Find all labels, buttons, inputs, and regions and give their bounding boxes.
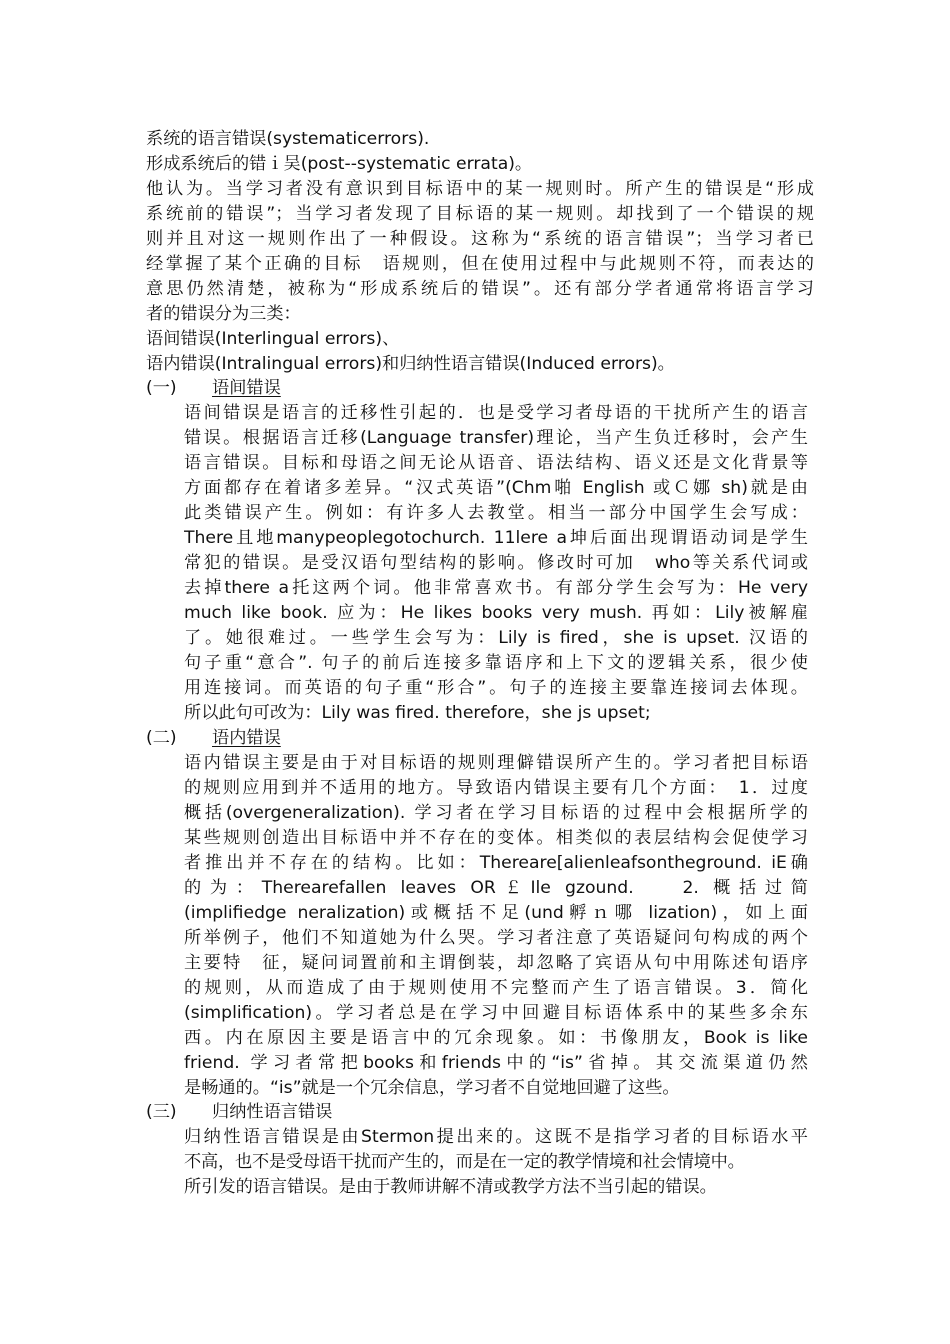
paragraph-line: 西。内在原因主要是语言中的冗余现象。如：书像朋友，Book is like [184, 1028, 808, 1048]
intro-line: 他认为。当学习者没有意识到目标语中的某一规则时。所产生的错误是“形成 [146, 179, 814, 199]
intro-line: 经掌握了某个正确的目标 语规则，但在使用过程中与此规则不符，而表达的 [146, 254, 814, 274]
section-title: 语间错误 [212, 378, 281, 398]
intro-line: 系统的语言错误(systematicerrors). [146, 129, 430, 149]
paragraph-line: 句子重“意合”. 句子的前后连接多靠语序和上下文的逻辑关系，很少使 [184, 653, 808, 673]
section-title: 语内错误 [212, 728, 281, 748]
paragraph-line: 某些规则创造出目标语中并不存在的变体。相类似的表层结构会促使学习 [184, 828, 808, 848]
paragraph-line: 方面都存在着诸多差异。“汉式英语”(Chm啪 English 或Ｃ娜 sh)就是由 [184, 478, 808, 498]
paragraph-line: 归纳性语言错误是由Stermon提出来的。这既不是指学习者的目标语水平 [184, 1127, 808, 1147]
paragraph-line: friend. 学习者常把books和friends中的“is”省掉。其交流渠道仍然 [184, 1053, 808, 1073]
paragraph-line: 所举例子，他们不知道她为什么哭。学习者注意了英语疑问句构成的两个 [184, 928, 808, 948]
paragraph-line: 者推出并不存在的结构。比如：Thereare[alienleafsontheground. iE确 [184, 853, 808, 873]
paragraph-line: 此类错误产生。例如：有许多人去教堂。相当一部分中国学生会写成： [184, 503, 808, 523]
paragraph-line: 的规则，从而造成了由于规则使用不完整而产生了语言错误。3．简化 [184, 978, 808, 998]
intro-line: 系统前的错误”；当学习者发现了目标语的某一规则。却找到了一个错误的规 [146, 204, 814, 224]
paragraph-line: 主要特 征，疑问词置前和主谓倒装，却忽略了宾语从句中用陈述旬语序 [184, 953, 808, 973]
paragraph-line: 用连接词。而英语的句子重“形合”。句子的连接主要靠连接词去体现。 [184, 678, 808, 698]
paragraph-line: 常犯的错误。是受汉语句型结构的影响。修改时可加 who等关系代词或 [184, 553, 808, 573]
intro-line: 语间错误(Interlingual errors)、 [146, 329, 400, 349]
intro-line: 者的错误分为三类： [146, 304, 301, 324]
paragraph-line: 语内错误主要是由于对目标语的规则理僻错误所产生的。学习者把目标语 [184, 753, 808, 773]
paragraph-line: (simplification)。学习者总是在学习中回避目标语体系中的某些多余东 [184, 1003, 808, 1023]
paragraph-line: 是畅通的。“is”就是一个冗余信息，学习者不自觉地回避了这些。 [184, 1078, 680, 1098]
intro-line: 语内错误(Intralingual errors)和归纳性语言错误(Induced errors)。 [146, 354, 675, 374]
paragraph-line: (impliﬁedge neralization)或概括不足(und孵ｎ哪 lization)，如上面 [184, 903, 808, 923]
intro-line: 则并且对这一规则作出了一种假设。这称为“系统的语言错误”；当学习者已 [146, 229, 814, 249]
paragraph-line: 语言错误。目标和母语之间无论从语音、语法结构、语义还是文化背景等 [184, 453, 808, 473]
paragraph-line: much like book. 应为：He likes books very mush. 再如：Lily被解雇 [184, 603, 808, 623]
paragraph-line: 去掉there a托这两个词。他非常喜欢书。有部分学生会写为：He very [184, 578, 808, 598]
section-number: (三) [146, 1102, 177, 1122]
intro-line: 意思仍然清楚，被称为“形成系统后的错误”。还有部分学者通常将语言学习 [146, 279, 814, 299]
paragraph-line: 不高，也不是受母语干扰而产生的，而是在一定的教学情境和社会情境中。 [184, 1152, 745, 1172]
paragraph-line: 概括(overgeneralization). 学习者在学习目标语的过程中会根据所学的 [184, 803, 808, 823]
paragraph-line: 的为：Therearefallen leaves OR￡Ile gzound. 2. 概括过简 [184, 878, 808, 898]
section-title: 归纳性语言错误 [212, 1102, 333, 1122]
paragraph-line: 的规则应用到并不适用的地方。导致语内错误主要有几个方面： 1．过度 [184, 778, 808, 798]
section-number: (二) [146, 728, 177, 748]
paragraph-line: 错误。根据语言迁移(Language transfer)理论，当产生负迁移时，会产生 [184, 428, 808, 448]
paragraph-line: 所引发的语言错误。是由于教师讲解不清或教学方法不当引起的错误。 [184, 1177, 717, 1197]
paragraph-line: 了。她很难过。一些学生会写为：Lily is fired，she is upset. 汉语的 [184, 628, 808, 648]
paragraph-line: 语间错误是语言的迁移性引起的．也是受学习者母语的干扰所产生的语言 [184, 403, 808, 423]
intro-line: 形成系统后的错ｉ吴(post--systematic errata)。 [146, 154, 533, 174]
paragraph-line: There且地manypeoplegotochurch. 11lere a坤后面出现谓语动词是学生 [184, 528, 808, 548]
paragraph-line: 所以此句可改为：Lily was fired. therefore，she js upset; [184, 703, 651, 723]
section-number: (一) [146, 378, 177, 398]
